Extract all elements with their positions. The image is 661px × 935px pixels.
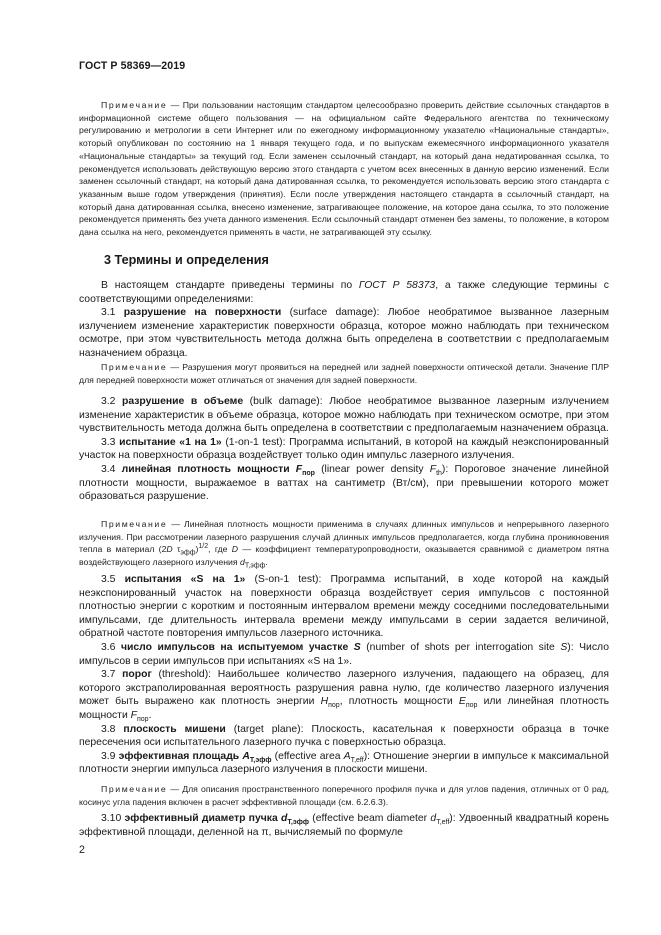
term-3-9: 3.9 эффективная площадь $A_{Т,эфф}$ (effective area $A_{T,eff}$): Отношение энергии в импульсе к максимальной плотности энергии импульса лазерного излучения в плоскости мишени.: [79, 750, 609, 776]
page-number: 2: [79, 844, 85, 856]
term-title: линейная плотность мощности: [121, 463, 296, 475]
note-label: Примечание: [101, 100, 168, 110]
term-3-4: 3.4 линейная плотность мощности $F_{пор}$ (linear power density $F_{th}$): Пороговое значение линейной плотности мощности, выражаемое в ваттах на сантиметр (Вт/см), при превышении которого может образоваться разрушение.: [79, 463, 609, 503]
term-3-8: 3.8 плоскость мишени (target plane): Плоскость, касательная к поверхности образца в точке пересечения оси испытательного лазерного пучка с поверхностью образца.: [79, 723, 609, 749]
term-3-2: 3.2 разрушение в объеме (bulk damage): Любое необратимое вызванное лазерным излучением изменение характеристик в объеме образца, которое можно наблюдать при техническом осмотре, при этом чувствительность метода должна быть определена в соответствии с предполагаемым назначением образца.: [79, 396, 610, 435]
terms-3-2-to-3-4: [79, 395, 609, 504]
note-3-9: Примечание — Для описания пространственного поперечного профиля пучка и для углов падения, отличных от 0 рад, косинус угла падения включен в расчет эффективной площади (см. 6.2.6.3).: [79, 784, 609, 807]
section-title: 3 Термины и определения: [104, 253, 269, 267]
term-title: число импульсов на испытуемом участке: [120, 641, 354, 653]
term-title: разрушение на поверхности: [123, 307, 282, 319]
term-3-1: 3.1 разрушение на поверхности (surface damage): Любое необратимое вызванное лазерным излучением изменение характеристик поверхности образца, которое можно наблюдать при техническом осмотре, при этом чувствительность метода должна быть определена в соответствии с предполагаемым назначением образца.: [79, 307, 609, 359]
term-3-3: 3.3 испытание «1 на 1» (1-on-1 test): Программа испытаний, в которой на каждый неэкспонированный участок на поверхности образца воздействует только один импульс лазерного излучения.: [79, 436, 609, 462]
term-title: порог: [122, 669, 152, 681]
term-title: испытание «1 на 1»: [119, 436, 222, 448]
note-text: — При пользовании настоящим стандартом целесообразно проверить действие ссылочных стандартов в информационной системе общего пользования — на официальном сайте Федерального агентства по техническому регулированию и метрологии в сети Интернет или по ежегодному информационному указателю «Национальные стандарты», который опубликован по состоянию на 1 января текущего года, и по выпускам ежемесячного информационного указателя «Национальные стандарты» за текущий год. Если заменен ссылочный стандарт, на который дана недатированная ссылка, то рекомендуется использовать действующую версию этого стандарта с учетом всех внесенных в данную версию изменений. Если заменен ссылочный стандарт, на который дана датированная ссылка, то рекомендуется использовать версию этого стандарта с указанным выше годом утверждения (принятия). Если после утверждения настоящего стандарта в ссылочный стандарт, на который дана датированная ссылка, внесено изменение, затрагивающее положение, на которое дана ссылка, то это положение рекомендуется применять без учета данного изменения. Если ссылочный стандарт отменен без замены, то положение, в котором дана ссылка на него, рекомендуется применять в части, не затрагивающей эту ссылку.: [79, 100, 609, 238]
reference-link: ГОСТ Р 58373: [358, 280, 436, 291]
term-title: эффективная площадь: [118, 750, 243, 762]
term-title: испытания «S на 1»: [124, 574, 246, 585]
note-3-4: Примечание — Линейная плотность мощности применима в случаях длинных импульсов и непрерывного лазерного излучения. При рассмотрении лазерного разрушения случай длинных импульсов предполагается, когда глубина проникновения тепла в материал (2D $\tau_{эфф})^{1/2}$, где D — коэффициент температуропроводности, оказывается сравнимой с диаметром пятна воздействующего лазерного излучения $d_{Т,эфф}$.: [79, 519, 609, 570]
document-header: ГОСТ Р 58369—2019: [79, 60, 186, 72]
term-3-6: 3.6 число импульсов на испытуемом участке S (number of shots per interrogation site S): Число импульсов в серии импульсов при испытаниях «S на 1».: [79, 641, 609, 667]
term-title: эффективный диаметр пучка: [124, 813, 281, 824]
section-intro: В настоящем стандарте приведены термины по ГОСТ Р 58373, а также следующие термины с соответствующими определениями: 3.1 разрушение на поверхности (surface damage): Любое необратимое вызванное лазерным излучением изменение характеристик поверхности образца, которое можно наблюдать при техническом осмотре, при этом чувствительность метода должна быть определена в соответствии с предполагаемым назначением образца.: [79, 280, 610, 359]
term-title: разрушение в объеме: [122, 396, 244, 407]
note-3-1: Примечание — Разрушения могут проявиться на передней или задней поверхности оптической детали. Значение ПЛР для передней поверхности может отличаться от значения для задней поверхности.: [79, 362, 609, 385]
term-3-5: 3.5 испытания «S на 1» (S-on-1 test): Программа испытаний, в ходе которой на каждый неэкспонированный участок на поверхности образца воздействует серия импульсов с постоянной плотностью энергии с коротким и постоянным интервалом времени между соседними последовательными импульсами, где длительность интервала времени между импульсами в серии задается величиной, обратной частоте повторения импульсов лазерного источника.: [79, 574, 609, 640]
term-3-10: 3.10 эффективный диаметр пучка $d_{Т,эфф}$ (effective beam diameter $d_{T,eff}$): Удвоенный квадратный корень эффективной площади, деленной на π, вычисляемый по формуле: [79, 813, 610, 838]
term-title: плоскость мишени: [123, 723, 226, 735]
term-3-7: 3.7 порог (threshold): Наибольшее количество лазерного излучения, падающего на образец, для которого экстраполированная вероятность разрушения равна нулю, где количество лазерного излучения может быть выражено как плотность энергии $H_{пор}$, плотность мощности $E_{пор}$ или линейная плотность мощности $F_{пор}$.: [79, 669, 610, 724]
terms-3-5-to-3-9: [79, 573, 609, 777]
note-normative-references: [79, 99, 609, 239]
